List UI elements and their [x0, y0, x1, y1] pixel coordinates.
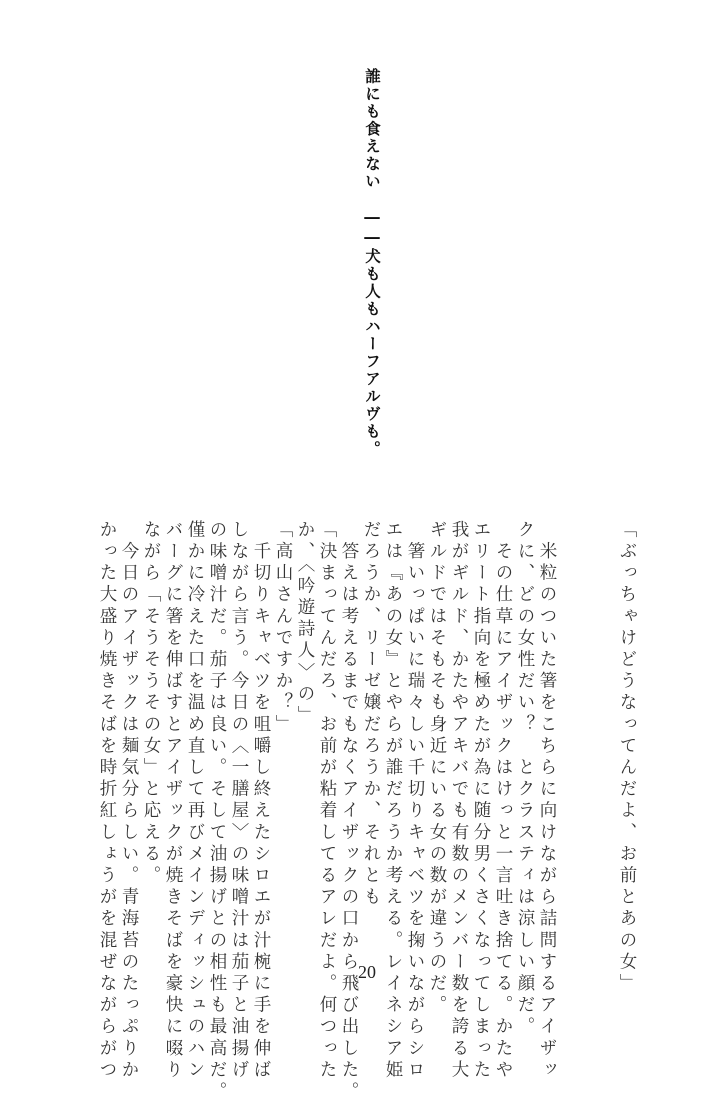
text-column: 答えは考えるまでもなくアイザックの口から飛び出した。 — [339, 520, 359, 1103]
text-column: エリート指向を極めたが為に随分男くさくなってしまった — [471, 520, 491, 1082]
text-column: か、〈吟遊詩人〉の」 — [295, 520, 315, 728]
text-column: の味噌汁だ。茄子は良い。そして油揚げとの相性も最高だ。 — [207, 520, 227, 1103]
text-column: 今日のアイザックは麺気分らしい。青海苔のたっぷりか — [119, 520, 139, 1082]
text-column: 「ぶっちゃけどうなってんだよ、お前とあの女」 — [617, 520, 637, 996]
text-column: バーグに箸を伸ばすとアイザックが焼きそばを豪快に啜り — [163, 520, 183, 1082]
page-number: 20 — [358, 962, 376, 982]
text-column: 千切りキャベツを咀嚼し終えたシロエが汁椀に手を伸ば — [251, 520, 271, 1082]
text-column: かった大盛り焼きそばを時折紅しょうがを混ぜながらがつ — [97, 520, 117, 1082]
text-column: ギルドではそもそも身近にいる女の数が違うのだ。 — [427, 520, 447, 1017]
text-column: その仕草にアイザックはけっと一言吐き捨てる。かたや — [493, 520, 513, 1082]
text-column: クに、どの女性だい？ とクラスティは涼しい顔だ。 — [515, 520, 535, 1039]
text-column: しながら言う。今日の〈一膳屋〉の味噌汁は茄子と油揚げ — [229, 520, 249, 1082]
text-column: エは『あの女』とやらが誰だろうか考える。レイネシア姫 — [383, 520, 403, 1082]
text-column: 米粒のついた箸をこちらに向けながら詰問するアイザッ — [537, 520, 557, 1082]
text-column: 箸いっぱいに瑞々しい千切りキャベツを掬いながらシロ — [405, 520, 425, 1082]
text-column: 僅かに冷えた口を温め直して再びメインディッシュのハン — [185, 520, 205, 1082]
text-column: ながら「そうそうその女」と応える。 — [141, 520, 161, 888]
text-column: 我がギルド、かたやアキバでも有数のメンバー数を誇る大 — [449, 520, 469, 1082]
text-column: 「決まってんだろ、お前が粘着してるアレだよ。何つった — [317, 520, 337, 1082]
text-column: だろうか、リーゼ嬢だろうか、それとも — [361, 520, 381, 909]
text-column: 「高山さんですか？」 — [273, 520, 293, 736]
chapter-title: 誰にも食えない ――犬も人もハーフアルヴも。 — [363, 68, 381, 458]
